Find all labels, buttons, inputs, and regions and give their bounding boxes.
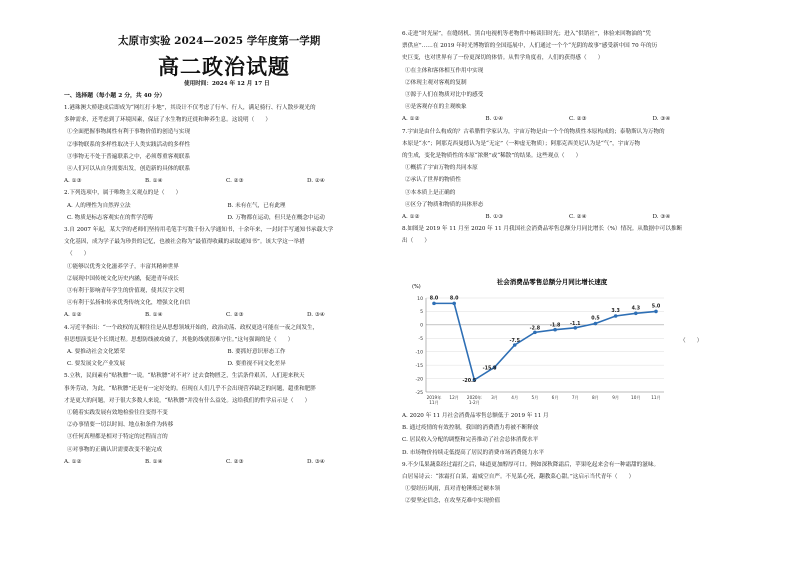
question-block — [402, 126, 736, 211]
text-line: 史巨变，也对世界有了一份更深切的体悟。从哲学角度看，人们的获得感（ ） — [402, 55, 604, 62]
text-line: （ ） — [67, 251, 90, 258]
x-tick-label: 1-2月 — [468, 400, 480, 405]
data-label: 0.5 — [591, 316, 600, 322]
text-line: 2.下列选项中，属于唯物主义观点的是（ ） — [64, 190, 182, 197]
text-line: 多种需求，还考虑到了环境因素，保证了水生物的迁徙和种养生息。这说明（ ） — [64, 117, 271, 124]
x-tick-label: 2020年 — [466, 395, 482, 400]
x-tick-label: 3月 — [491, 395, 498, 400]
option[interactable]: D. 要重视不同文化差异 — [227, 361, 286, 368]
text-line: ③事物无不处于普遍联系之中，必须尊重客观联系 — [67, 153, 191, 160]
option[interactable]: D. ③④ — [307, 312, 325, 319]
question-block — [402, 28, 736, 113]
option[interactable]: B. 未有在气，已有此理 — [227, 202, 286, 209]
section-heading: 一、选择题（每小题 2 分，共 40 分） — [64, 93, 166, 99]
right-column-bottom — [402, 410, 736, 508]
text-line: ①概括了宇宙万物的共同本原 — [405, 165, 478, 172]
y-tick-label: 10 — [417, 296, 423, 302]
x-tick-label: 11月 — [651, 395, 661, 400]
data-label: -20.5 — [462, 378, 477, 384]
text-line: 事务劳动，为此，“贴秋膘”还是有一定好处的。但现在人们几乎不会出现营养缺乏的问题，超重和肥胖 — [64, 385, 316, 392]
data-label: 4.3 — [631, 306, 641, 312]
question-block — [64, 224, 388, 309]
text-line: ①能够以优秀文化滋养学子，丰富其精神世界 — [67, 263, 179, 270]
text-line: 1.港珠澳大桥建成后即成为“网红打卡地”，其设计不仅考虑了行车、行人，满足骑行、行人散步观光的 — [64, 105, 316, 111]
options-row — [64, 309, 388, 321]
data-label: -1.8 — [549, 323, 561, 329]
text-line: ①要经历风雨，真对青枪锤炼过硬本领 — [405, 486, 501, 493]
right-column — [402, 28, 736, 248]
text-line: A. 2020 年 11 月社会消费品零售总额低于 2019 年 11 月 — [402, 413, 549, 419]
data-label: 8.0 — [429, 296, 439, 302]
y-tick-label: -25 — [415, 390, 423, 396]
text-line: 4.习近平指出：“一个政权的瓦解往往是从思想领域开始的，政治动荡、政权更迭可能在一夜之间发生， — [64, 324, 319, 331]
option[interactable]: C. 要发展文化产业发展 — [67, 361, 125, 368]
text-line: ④人们可以从自身需要出发，创造新的具体的联系 — [67, 166, 191, 173]
text-line: ④有利于弘扬和传承优秀传统文化，增强文化自信 — [67, 300, 191, 307]
line-chart — [402, 272, 670, 412]
option[interactable]: D. ③④ — [652, 116, 671, 123]
data-label: 3.3 — [611, 308, 620, 314]
text-line: 6.走进“时光屋”，在缝纫机、黑白电视机等老物件中畅谈旧时光；进入“供销社”，体验来回物油的“凭 — [402, 31, 651, 37]
question-block — [64, 370, 388, 455]
text-line: ③本本质上是正确的 — [405, 189, 456, 196]
option[interactable]: B. 要抓好意识形态工作 — [227, 349, 286, 356]
question-block — [64, 322, 388, 346]
text-line: ④对事物的正确认识需要改变不能完成 — [67, 446, 163, 453]
options-row — [402, 113, 736, 125]
text-line: ②要坚定信念，在攻坚克难中实现价值 — [405, 498, 501, 505]
series-line — [434, 303, 656, 380]
y-tick-label: -20 — [415, 377, 423, 383]
option[interactable]: B. ①④ — [145, 178, 163, 185]
options-row — [64, 212, 388, 224]
option[interactable]: C. 物质是标志客观实在的哲学范畴 — [67, 214, 153, 221]
data-point — [654, 310, 658, 314]
exam-time: 使用时间：2024 年 12 月 17 日 — [184, 81, 270, 87]
text-line: ②办事情要一切以时间、地点和条件为转移 — [67, 422, 174, 429]
text-line: ②事物联系的多样性取决于人类实践活动的多样性 — [67, 141, 191, 148]
option[interactable]: A. ①② — [64, 458, 82, 465]
option[interactable]: A. ①② — [402, 116, 420, 123]
data-point — [634, 312, 638, 316]
option[interactable]: B. ①④ — [485, 116, 504, 123]
text-line: 9.不少瓜果蔬菜经过霜打之后，味道更加醇厚可口。例如深秋降霜后，苹果吃起来会有一种霜甜的滋味。 — [402, 461, 660, 468]
data-point — [432, 302, 436, 306]
text-line: 本原是“水”；阿那克西曼德认为是“无定”（一种虚无物质）；阿那克西美尼认为是“气”，宇宙万物 — [402, 140, 641, 147]
data-label: -2.8 — [529, 326, 541, 332]
text-line: ②展现中国传统文化历史内涵，促进青年成长 — [67, 275, 179, 282]
text-line: ④是客观存在的主观映象 — [405, 104, 467, 111]
text-line: 出（ ） — [402, 238, 430, 245]
option[interactable]: D. ③④ — [652, 214, 671, 221]
options-row — [64, 175, 388, 187]
x-tick-label: 10月 — [631, 395, 641, 400]
text-line: 8.如图是 2019 年 11 月至 2020 年 11 月我国社会消费品零售总额分月同比增长（%）情况。从数据中可以推断 — [402, 226, 683, 233]
x-tick-label: 11月 — [429, 400, 439, 405]
options-row — [64, 456, 388, 468]
x-tick-label: 4月 — [511, 395, 519, 400]
x-tick-label: 7月 — [571, 395, 579, 400]
text-line: ①全面把握事物属性有利于事物价值的创造与实现 — [67, 129, 191, 136]
x-tick-label: 6月 — [551, 395, 559, 400]
text-line: ①在主体和客体相互作用中实现 — [405, 67, 484, 74]
text-line: 票供应”……在 2019 年时光博物馆的全国巡展中，人们通过一个个“光阴的故事”感受新中国 70 年的历 — [402, 43, 658, 50]
data-label: -15.8 — [482, 366, 497, 372]
question-block — [64, 102, 388, 175]
text-line: 文化基因，成为学子最为珍贵的记忆，也被社会称为“最值得收藏的录取通知书”。该大学这一举措 — [64, 239, 305, 246]
data-label: 8.0 — [449, 296, 459, 302]
x-tick-label: 12月 — [449, 395, 459, 400]
text-line: ③有利于影响青年学生的价值观，使其汉字文明 — [67, 288, 185, 295]
data-label: 5.0 — [651, 304, 661, 310]
option[interactable]: C. ②③ — [569, 116, 587, 123]
y-tick-label: 5 — [420, 310, 423, 316]
text-line: C. 居民收入分配的调整和完善推动了社会总体消费水平 — [402, 437, 539, 444]
option[interactable]: A. ①② — [64, 312, 82, 319]
x-tick-label: 9月 — [612, 395, 620, 400]
text-line: 的生成，变化是物质性的本原“浓聚”或“稀散”的结果。这些观点（ ） — [402, 153, 582, 160]
x-tick-label: 8月 — [592, 395, 599, 400]
text-line: 白居易诗云：“浓霜打白菜，霜威空自严。不见菜心死，翻教菜心甜。”这启示当代青年（ ） — [402, 474, 635, 481]
option[interactable]: C. ②③ — [226, 178, 244, 185]
text-line: 3.自 2007 年起，某大学的老师们坚持用毛笔手写数千份入学通知书，十余年来，一封封手写通知书承载大学 — [64, 227, 334, 234]
text-line: ③任何真理都是相对于特定的过程而言的 — [67, 434, 168, 441]
text-line: 但思想演变是个长期过程。思想防线被攻破了，其他防线就很难守住。”这句强调的是（ ） — [64, 336, 294, 343]
option[interactable]: A. ①③ — [64, 178, 82, 185]
options-row — [64, 358, 388, 370]
y-tick-label: -10 — [415, 350, 423, 356]
question-block — [64, 187, 388, 199]
option[interactable]: B. ①③ — [485, 214, 504, 221]
option[interactable]: A. 要推动社会文化繁荣 — [67, 349, 125, 356]
option[interactable]: A. 人的理性为自然界立法 — [67, 202, 131, 209]
text-line: 才是更大的问题，对于很大多数人来说，“贴秋膘”并没有什么益处。这给我们的哲学启示是（ ） — [64, 397, 311, 404]
option[interactable]: C. ②③ — [226, 458, 244, 465]
text-line: B. 通过疫情的有效控制，我国的消费潜力将被不断释放 — [402, 425, 539, 432]
data-point — [594, 322, 598, 326]
text-line: ②承认了世界的物质性 — [405, 177, 461, 184]
options-row — [64, 200, 388, 212]
chart-title: 社会消费品零售总额分月同比增长速度 — [496, 278, 608, 286]
data-label: -1.1 — [570, 321, 581, 327]
option[interactable]: D. 万物都在运动，但只是在概念中运动 — [227, 214, 325, 221]
text-line: 7.宇宙是由什么构成的？古希腊哲学家认为，宇宙万物是由一个个的物质性本原构成的；泰勒斯认为万物的 — [402, 128, 665, 135]
options-row — [402, 211, 736, 223]
option[interactable]: B. ①④ — [145, 458, 163, 465]
option[interactable]: C. ②④ — [569, 214, 587, 221]
option[interactable]: D. ②④ — [307, 178, 325, 185]
data-label: -7.5 — [509, 339, 520, 344]
options-row — [64, 346, 388, 358]
data-point — [452, 302, 456, 306]
y-tick-label: -5 — [418, 337, 423, 343]
text-line: ①随着实践发展有效地检验往往变得不变 — [67, 410, 168, 417]
text-line: ④区分了物质和物质的具体形态 — [405, 201, 484, 208]
option[interactable]: B. ①④ — [145, 312, 163, 319]
y-tick-label: 0 — [420, 323, 423, 329]
chart-svg — [402, 272, 670, 412]
text-line: ③源于人们在物质对比中的感受 — [405, 92, 484, 99]
text-line: ②体现主观对客观的复制 — [405, 79, 467, 86]
y-tick-label: -15 — [415, 363, 423, 369]
left-column — [64, 102, 388, 468]
x-tick-label: 2019年 — [426, 395, 442, 400]
text-line: D. 市场物价持续走低提高了居民的消费市场消费能力水平 — [402, 449, 545, 456]
school-title: 太原市实验 2024—2025 学年度第一学期 — [118, 35, 321, 47]
question-block — [402, 410, 736, 508]
option[interactable]: A. ①② — [402, 214, 420, 221]
question-block — [402, 223, 736, 247]
option[interactable]: C. ②③ — [226, 312, 244, 319]
answer-paren: （ ） — [680, 338, 703, 344]
option[interactable]: D. ③④ — [307, 458, 325, 465]
text-line: 5.立秋，民间素有“贴秋膘”一说。“贴秋膘”对不对？过去食物匮乏，生活条件艰苦，人们迎来秋天 — [64, 373, 305, 380]
x-tick-label: 5月 — [531, 395, 539, 400]
exam-title: 高二政治试题 — [158, 55, 290, 79]
y-axis-label: (%) — [412, 284, 421, 290]
data-point — [614, 314, 618, 318]
